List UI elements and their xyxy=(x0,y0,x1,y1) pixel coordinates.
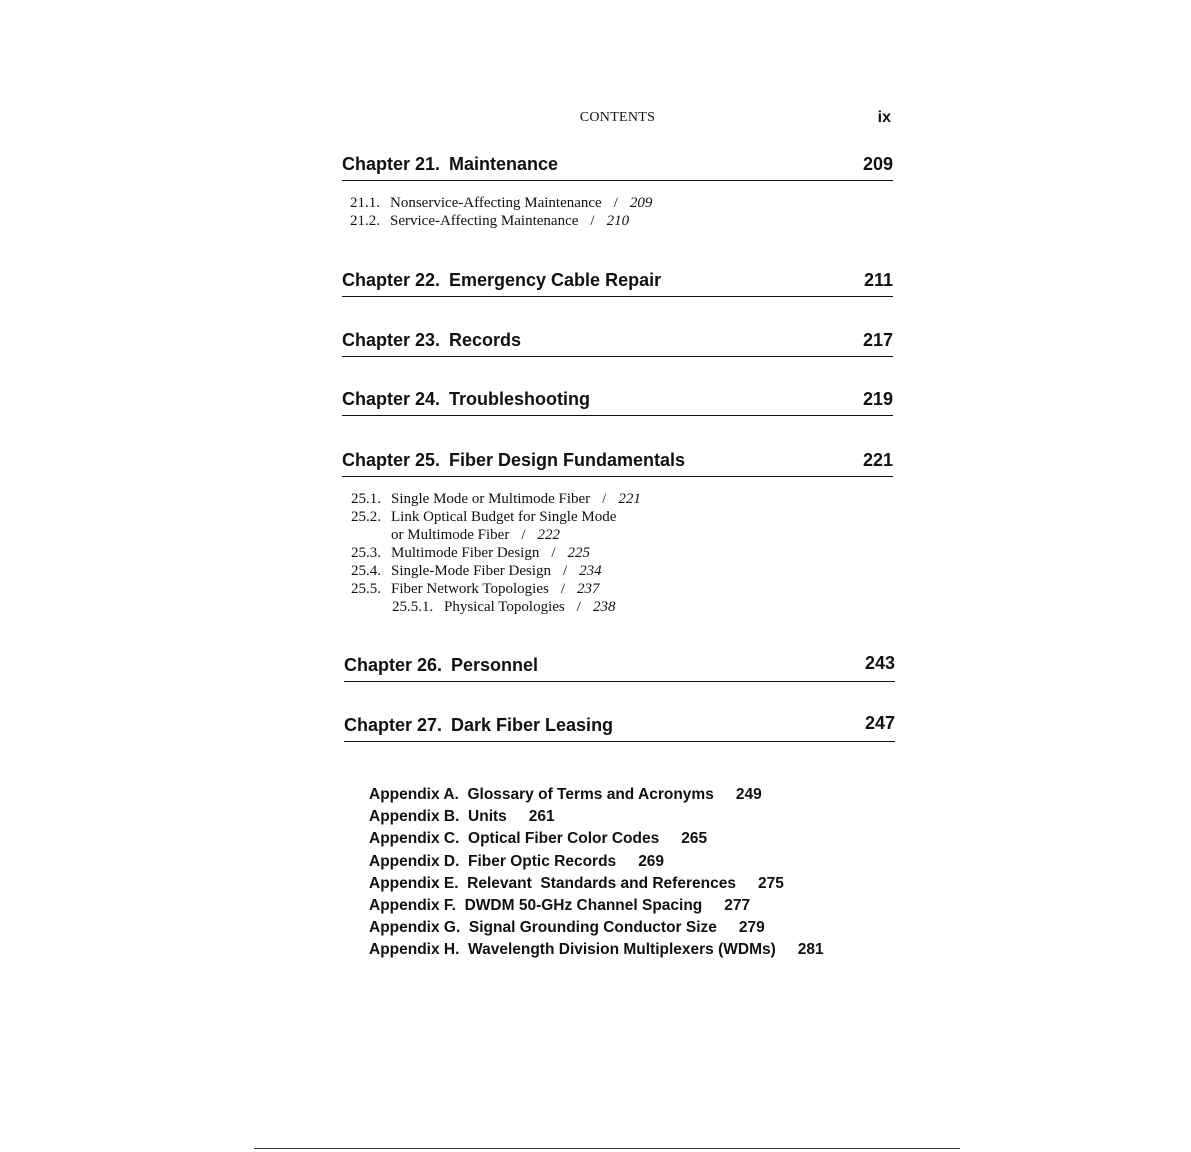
section-separator: / xyxy=(613,195,618,211)
appendix-page: 281 xyxy=(797,941,824,959)
chapter-22-entry[interactable] xyxy=(342,270,893,297)
section-title: or Multimode Fiber xyxy=(391,527,510,543)
appendix-entry[interactable] xyxy=(369,941,889,963)
section-page: 222 xyxy=(537,527,560,543)
running-title: CONTENTS xyxy=(579,110,656,125)
section-page: 209 xyxy=(629,195,653,211)
appendix-entry[interactable] xyxy=(369,897,889,919)
chapter-page: 217 xyxy=(862,330,893,350)
chapter-page: 247 xyxy=(864,713,895,733)
appendix-page: 279 xyxy=(738,919,765,937)
section-title: Single-Mode Fiber Design xyxy=(391,563,551,579)
chapter-title: Troubleshooting xyxy=(449,389,590,409)
chapter-title: Maintenance xyxy=(449,154,559,174)
chapter-21-entry[interactable] xyxy=(342,154,893,181)
appendix-entry[interactable] xyxy=(369,786,889,808)
chapter-number: Chapter 24. xyxy=(342,389,441,409)
section-title: Link Optical Budget for Single Mode xyxy=(391,509,617,525)
appendix-entry[interactable] xyxy=(369,919,889,941)
section-page: 238 xyxy=(592,599,616,615)
section-title: Multimode Fiber Design xyxy=(391,545,540,561)
appendix-page: 265 xyxy=(681,830,708,848)
chapter-number: Chapter 26. xyxy=(344,655,443,675)
chapter-page: 221 xyxy=(862,450,893,470)
appendix-label: Appendix C. Optical Fiber Color Codes xyxy=(369,830,660,848)
appendix-entry[interactable] xyxy=(369,875,889,897)
section-separator: / xyxy=(590,213,595,229)
section-title: Service-Affecting Maintenance xyxy=(390,213,579,229)
section-page: 221 xyxy=(618,491,641,507)
chapter-number: Chapter 25. xyxy=(342,450,441,470)
chapter-27-entry[interactable] xyxy=(344,715,895,742)
chapter-number: Chapter 21. xyxy=(342,154,441,174)
appendix-entry[interactable] xyxy=(369,830,889,852)
chapter-page: 219 xyxy=(862,389,893,409)
section-page: 210 xyxy=(606,213,630,229)
section-number: 25.4. xyxy=(351,563,381,579)
section-number: 25.5. xyxy=(351,581,381,597)
section-number: 25.2. xyxy=(351,509,381,525)
section-title: Fiber Network Topologies xyxy=(391,581,549,597)
chapter-25-entry[interactable] xyxy=(342,450,893,477)
appendix-list xyxy=(369,786,889,964)
section-number: 21.1. xyxy=(350,195,380,211)
appendix-entry[interactable] xyxy=(369,853,889,875)
section-number: 25.3. xyxy=(351,545,381,561)
section-number: 25.5.1. xyxy=(392,599,434,615)
running-head xyxy=(342,110,893,130)
section-separator: / xyxy=(521,527,526,543)
chapter-24-entry[interactable] xyxy=(342,389,893,416)
chapter-23-entry[interactable] xyxy=(342,330,893,357)
page-bottom-rule xyxy=(254,1148,960,1149)
appendix-page: 275 xyxy=(757,874,784,892)
appendix-page: 269 xyxy=(638,852,665,870)
appendix-page: 249 xyxy=(735,786,762,803)
chapter-title: Dark Fiber Leasing xyxy=(451,715,614,735)
appendix-label: Appendix G. Signal Grounding Conductor Size xyxy=(369,919,717,937)
chapter-page: 209 xyxy=(862,154,893,174)
section-page: 234 xyxy=(579,563,602,579)
chapter-title: Emergency Cable Repair xyxy=(449,270,662,290)
section-separator: / xyxy=(602,491,607,507)
chapter-page: 243 xyxy=(864,653,895,673)
appendix-page: 277 xyxy=(724,896,751,914)
section-title: Single Mode or Multimode Fiber xyxy=(391,491,591,507)
chapter-title: Personnel xyxy=(451,655,539,675)
chapter-26-entry[interactable] xyxy=(344,655,895,682)
appendix-label: Appendix D. Fiber Optic Records xyxy=(369,852,617,870)
section-title: Physical Topologies xyxy=(444,599,565,615)
appendix-label: Appendix B. Units xyxy=(369,808,507,826)
appendix-label: Appendix A. Glossary of Terms and Acronyms xyxy=(369,786,714,803)
chapter-title: Fiber Design Fundamentals xyxy=(449,450,686,470)
section-title: Nonservice-Affecting Maintenance xyxy=(390,195,602,211)
appendix-entry[interactable] xyxy=(369,808,889,830)
appendix-label: Appendix F. DWDM 50-GHz Channel Spacing xyxy=(369,896,703,914)
chapter-number: Chapter 22. xyxy=(342,270,441,290)
section-page: 225 xyxy=(567,545,590,561)
section-number: 21.2. xyxy=(350,213,380,229)
appendix-label: Appendix H. Wavelength Division Multiplexers (WDMs) xyxy=(369,941,776,959)
section-separator: / xyxy=(576,599,581,615)
section-number: 25.1. xyxy=(351,491,381,507)
section-separator: / xyxy=(551,545,556,561)
appendix-label: Appendix E. Relevant Standards and References xyxy=(369,874,736,892)
appendix-page: 261 xyxy=(528,808,555,826)
section-separator: / xyxy=(562,563,568,579)
chapter-number: Chapter 23. xyxy=(342,330,441,350)
section-separator: / xyxy=(560,581,565,597)
chapter-number: Chapter 27. xyxy=(344,715,443,735)
chapter-title: Records xyxy=(449,330,522,350)
chapter-page: 211 xyxy=(863,270,893,290)
page-folio: ix xyxy=(877,109,891,126)
section-page: 237 xyxy=(577,581,600,597)
